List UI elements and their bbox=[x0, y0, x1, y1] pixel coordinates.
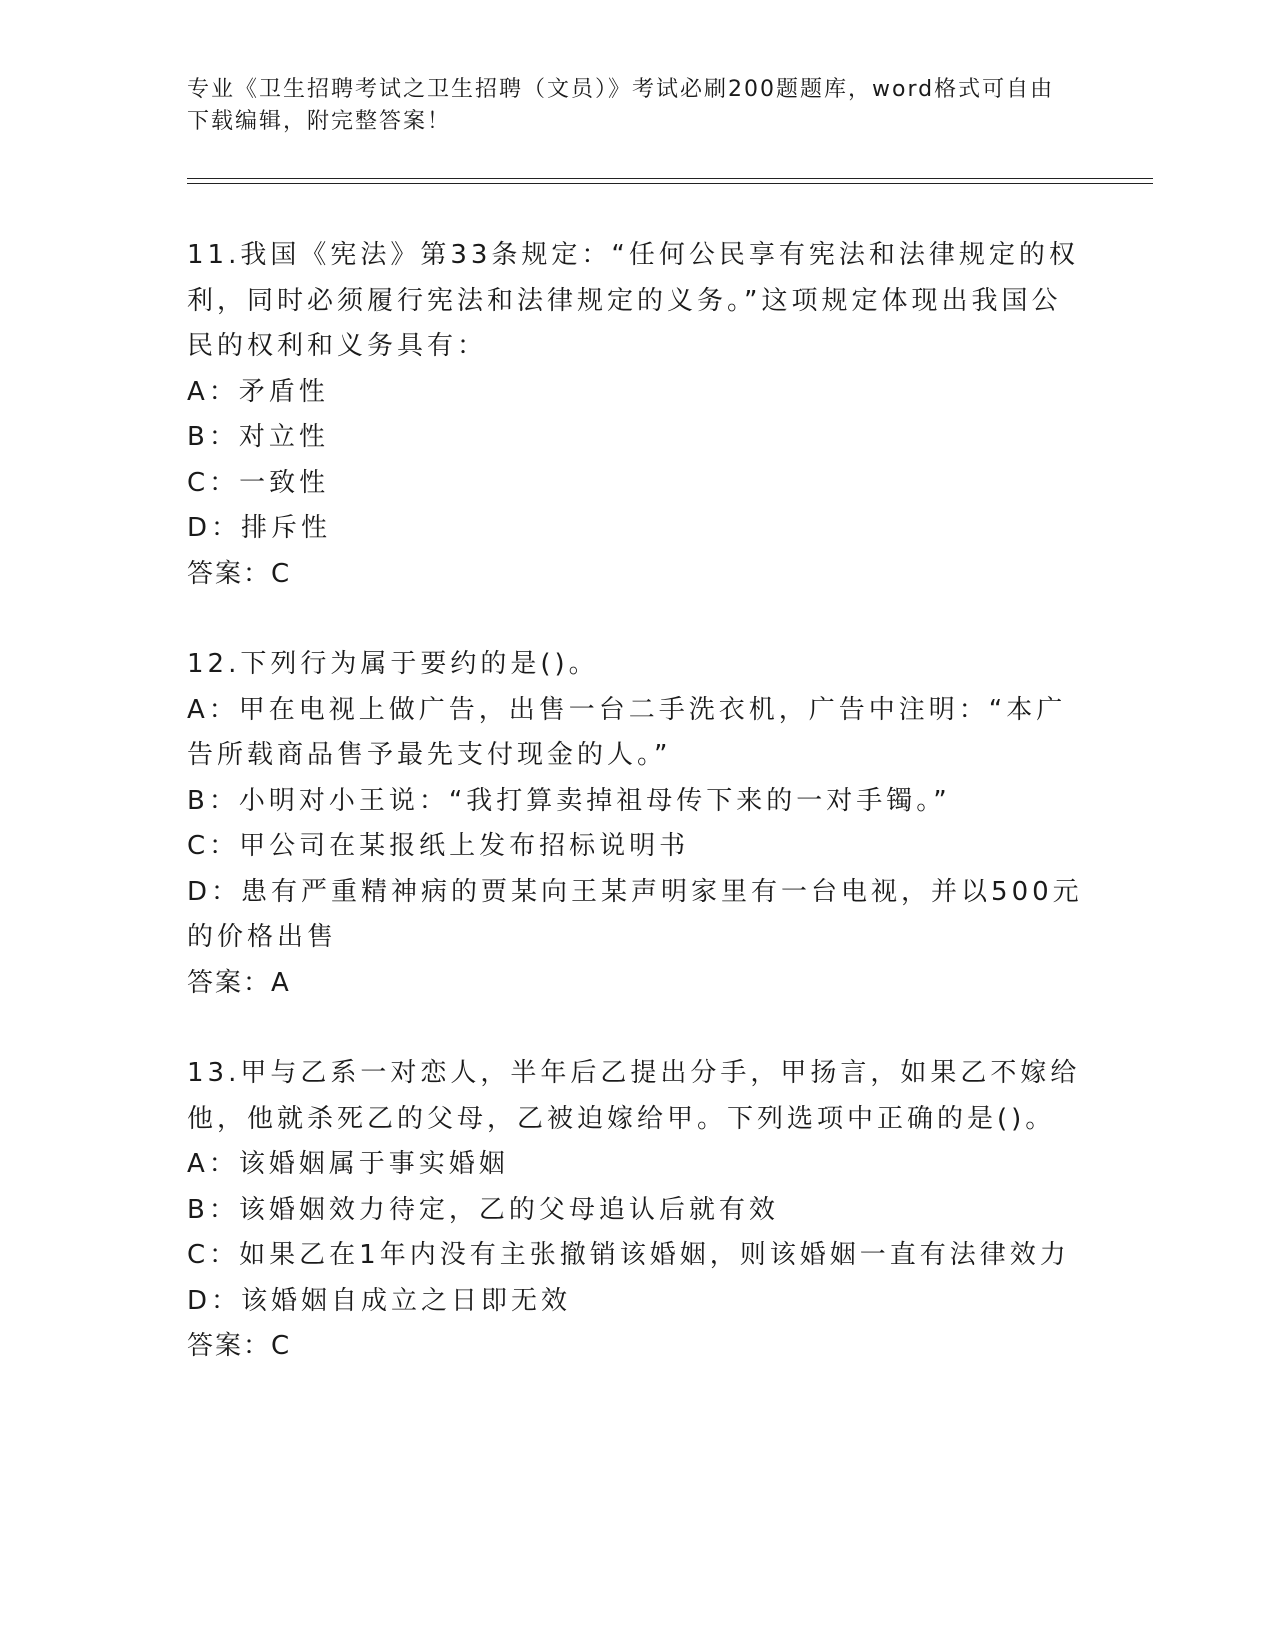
option-c: C：一致性 bbox=[187, 467, 330, 498]
option-d: D：排斥性 bbox=[187, 513, 332, 543]
question-stem: 11.我国《宪法》第33条规定：“任何公民享有宪法和法律规定的权利，同时必须履行宪法和法律规定的义务。”这项规定体现出我国公民的权利和义务具有： bbox=[187, 240, 1079, 361]
option-c: C：如果乙在1年内没有主张撤销该婚姻，则该婚姻一直有法律效力 bbox=[187, 1240, 1070, 1270]
option-d: D：该婚姻自成立之日即无效 bbox=[187, 1285, 572, 1316]
header-rule-top bbox=[187, 178, 1153, 179]
option-a: A：甲在电视上做广告，出售一台二手洗衣机，广告中注明：“本广告所载商品售予最先支付现金的人。” bbox=[187, 694, 1067, 770]
question-13 bbox=[187, 1051, 1087, 1370]
question-stem: 12.下列行为属于要约的是()。 bbox=[187, 649, 599, 679]
answer: 答案：A bbox=[187, 967, 291, 998]
header-note: 专业《卫生招聘考试之卫生招聘（文员）》考试必刷200题题库，word格式可自由下载编辑，附完整答案！ bbox=[187, 77, 1055, 134]
option-b: B：对立性 bbox=[187, 422, 329, 452]
question-stem: 13.甲与乙系一对恋人，半年后乙提出分手，甲扬言，如果乙不嫁给他，他就杀死乙的父母，乙被迫嫁给甲。下列选项中正确的是()。 bbox=[187, 1058, 1081, 1134]
option-a: A：该婚姻属于事实婚姻 bbox=[187, 1149, 509, 1179]
answer: 答案：C bbox=[187, 558, 292, 589]
question-12 bbox=[187, 642, 1087, 1006]
option-a: A：矛盾性 bbox=[187, 376, 329, 407]
question-11 bbox=[187, 233, 1087, 597]
option-d: D：患有严重精神病的贾某向王某声明家里有一台电视，并以500元的价格出售 bbox=[187, 876, 1083, 952]
option-c: C：甲公司在某报纸上发布招标说明书 bbox=[187, 831, 690, 861]
answer: 答案：C bbox=[187, 1331, 292, 1361]
option-b: B：该婚姻效力待定，乙的父母追认后就有效 bbox=[187, 1194, 779, 1225]
question-list bbox=[187, 233, 1087, 1415]
option-b: B：小明对小王说：“我打算卖掉祖母传下来的一对手镯。” bbox=[187, 785, 951, 816]
header-rule-bottom bbox=[187, 183, 1153, 184]
